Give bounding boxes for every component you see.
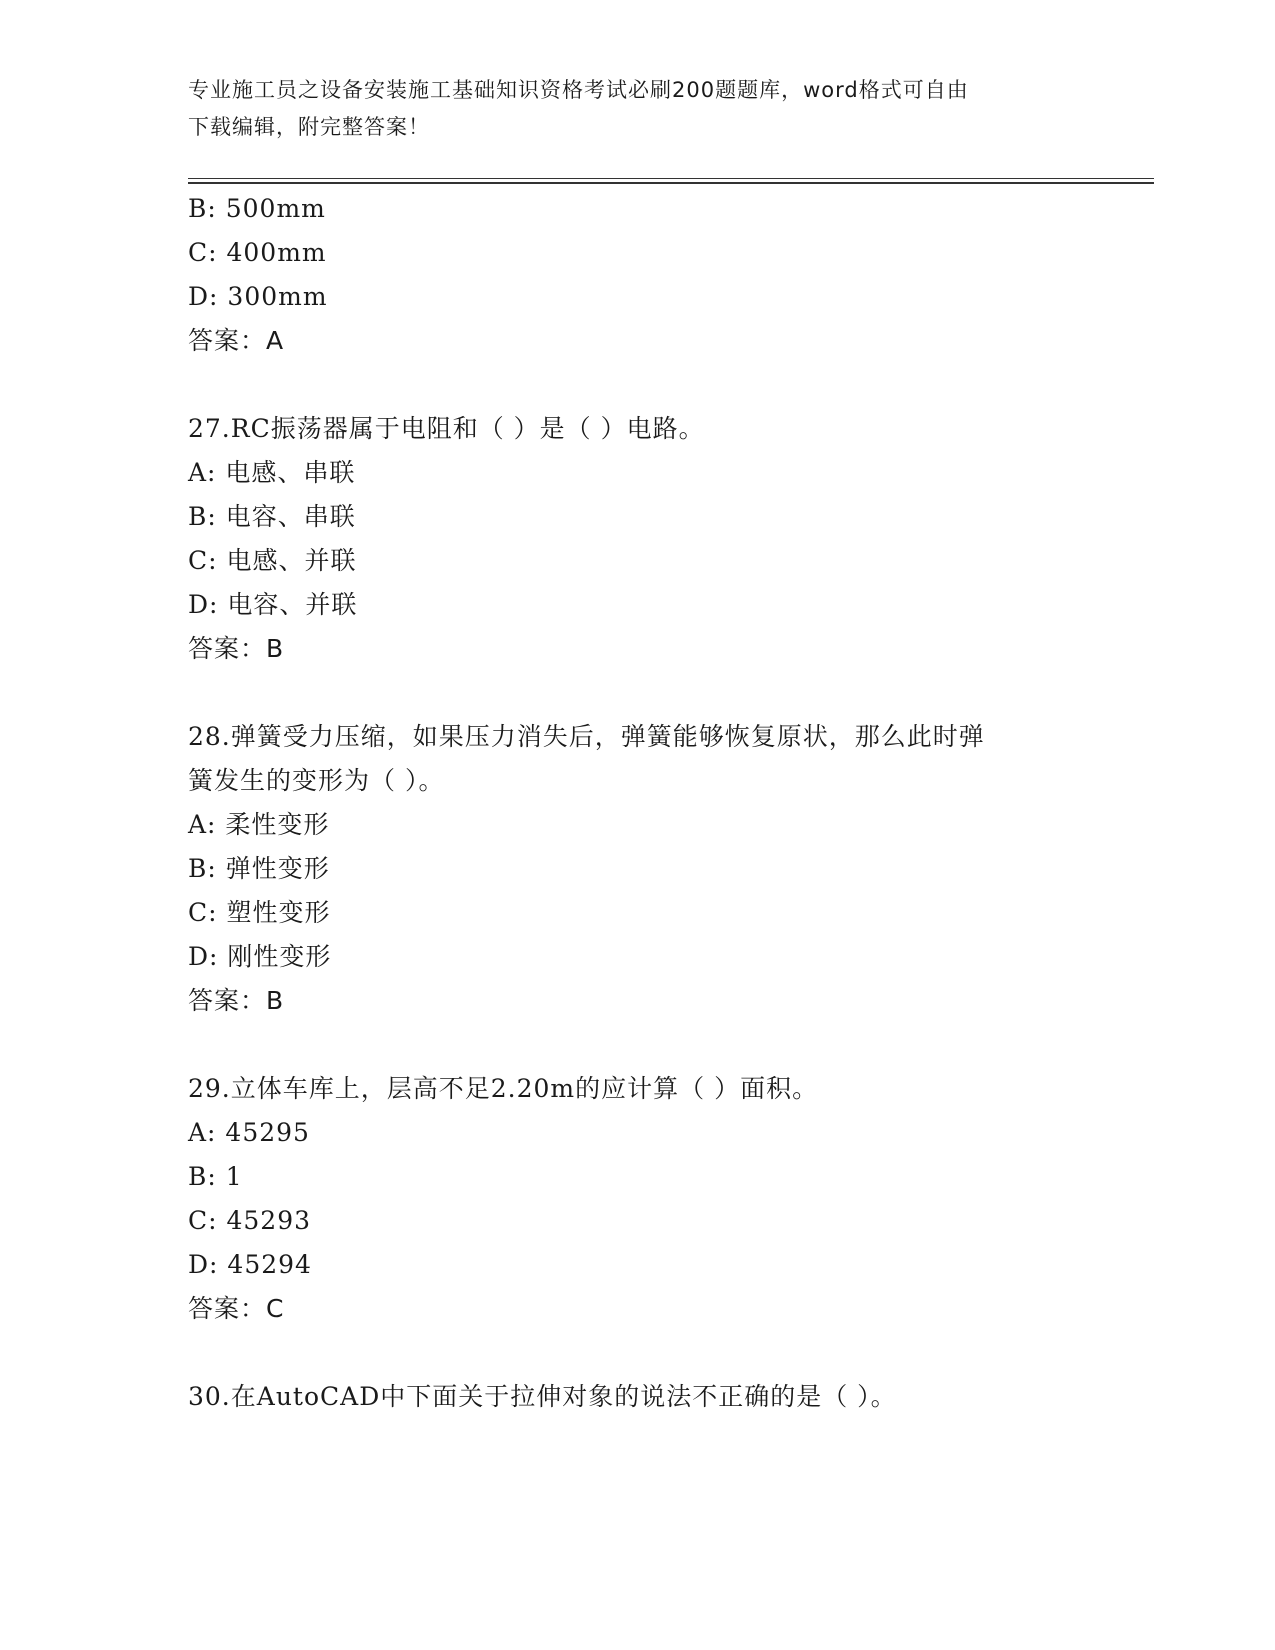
q28-question-line-2: 簧发生的变形为（ ）。: [188, 766, 445, 795]
header-line-1: 专业施工员之设备安装施工基础知识资格考试必刷200题题库，word格式可自由: [188, 78, 969, 102]
q29-question: 29.立体车库上，层高不足2.20m的应计算（ ）面积。: [188, 1074, 819, 1103]
q29-answer: 答案：C: [188, 1294, 285, 1323]
q26-option-b: B: 500mm: [188, 194, 326, 223]
q27-answer: 答案：B: [188, 634, 285, 663]
q28-option-c: C: 塑性变形: [188, 898, 331, 927]
q28-question-line-1: 28.弹簧受力压缩，如果压力消失后，弹簧能够恢复原状，那么此时弹: [188, 722, 985, 751]
header-divider-top: [188, 178, 1154, 179]
q27-question: 27.RC振荡器属于电阻和（ ）是（ ）电路。: [188, 414, 705, 443]
q26-option-d: D: 300mm: [188, 282, 328, 311]
q29-option-b: B: 1: [188, 1162, 243, 1191]
q26-option-c: C: 400mm: [188, 238, 327, 267]
q27-option-d: D: 电容、并联: [188, 590, 358, 619]
q29-option-d: D: 45294: [188, 1250, 312, 1279]
header-divider-bottom: [188, 182, 1154, 184]
q29-option-c: C: 45293: [188, 1206, 312, 1235]
q28-option-a: A: 柔性变形: [188, 810, 330, 839]
q26-answer: 答案：A: [188, 326, 285, 355]
q30-question: 30.在AutoCAD中下面关于拉伸对象的说法不正确的是（ ）。: [188, 1382, 897, 1411]
q28-answer: 答案：B: [188, 986, 285, 1015]
q27-option-b: B: 电容、串联: [188, 502, 356, 531]
header-line-2: 下载编辑，附完整答案！: [188, 115, 430, 139]
q27-option-a: A: 电感、串联: [188, 458, 356, 487]
document-header: [188, 72, 1088, 146]
q27-option-c: C: 电感、并联: [188, 546, 357, 575]
q28-option-b: B: 弹性变形: [188, 854, 330, 883]
q28-option-d: D: 刚性变形: [188, 942, 332, 971]
q29-option-a: A: 45295: [188, 1118, 310, 1147]
